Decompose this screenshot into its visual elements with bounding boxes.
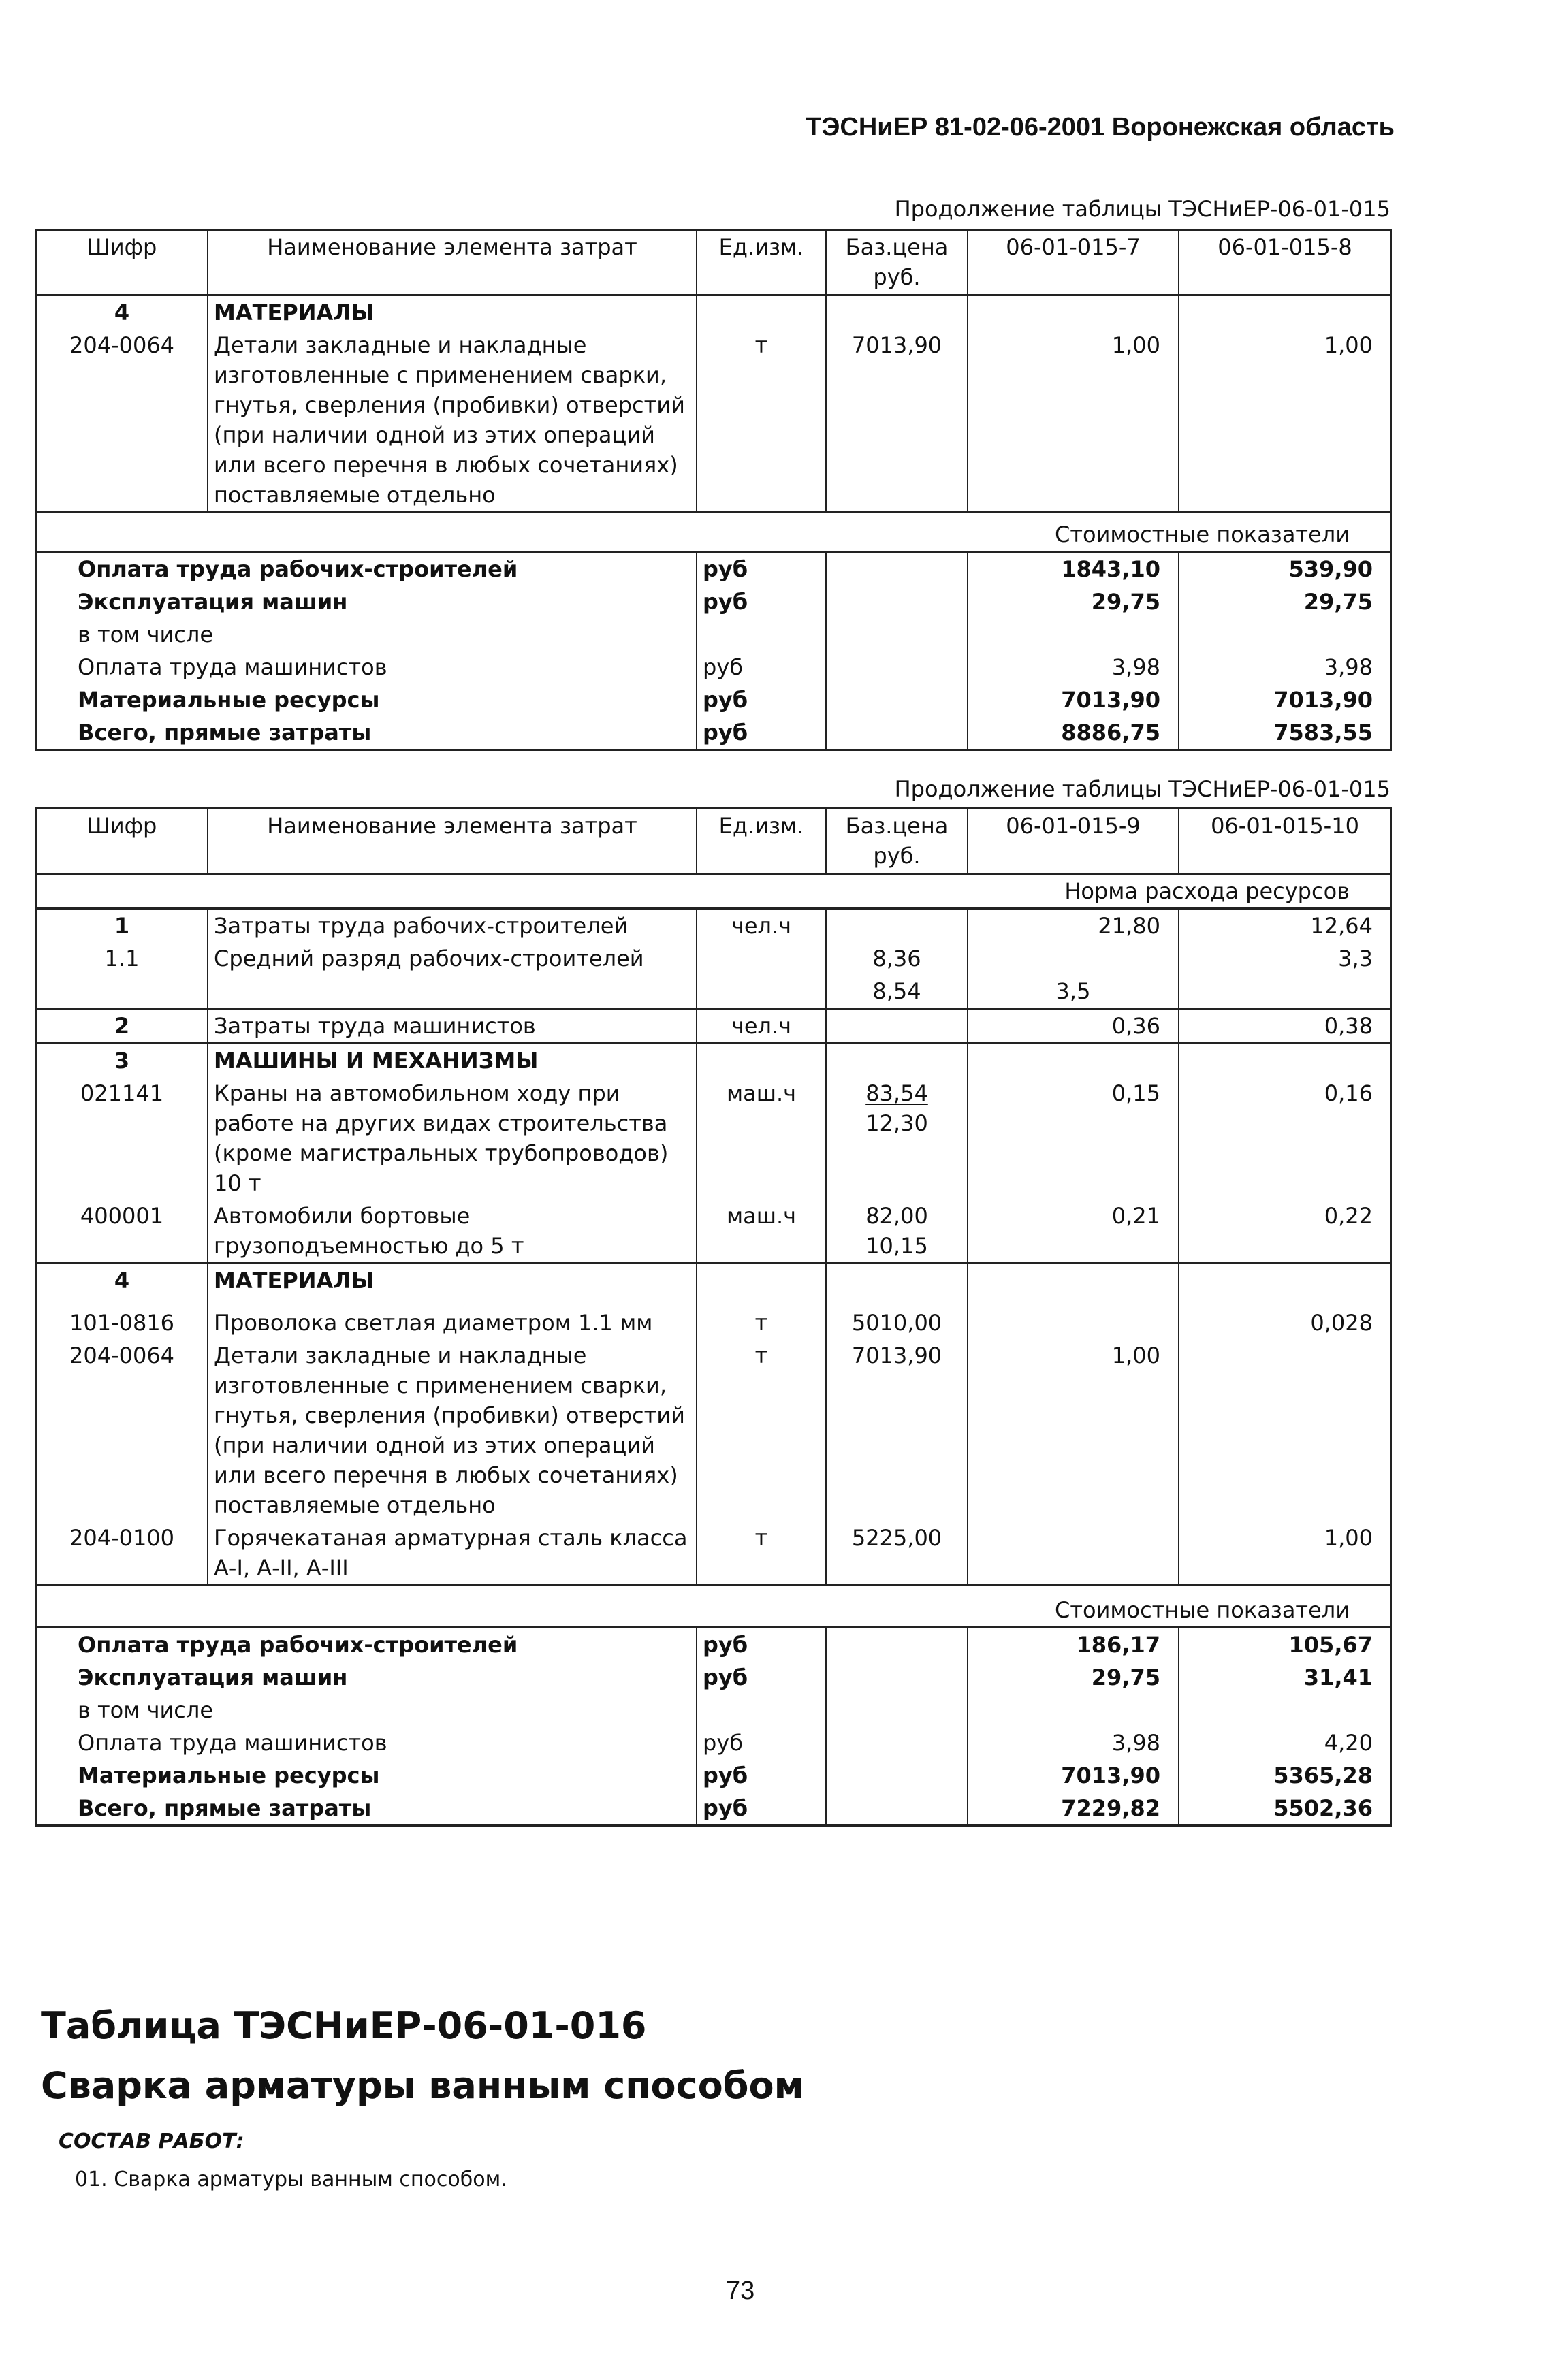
cost-label-row (36, 513, 1391, 552)
cost-name: Эксплуатация машин (36, 585, 697, 618)
resource-table-1 (35, 229, 1392, 751)
row-code: 101-0816 (36, 1297, 208, 1339)
cost-value-a: 29,75 (968, 585, 1179, 618)
cost-row (36, 1726, 1391, 1759)
table-row (36, 1522, 1391, 1586)
cost-name: Оплата труда рабочих-строителей (36, 552, 697, 586)
cost-name: Оплата труда машинистов (36, 651, 697, 684)
cost-row (36, 1628, 1391, 1662)
cost-unit: руб (697, 585, 826, 618)
row-value-b: 0,028 (1179, 1297, 1391, 1339)
table-row (36, 1009, 1391, 1044)
table-row (36, 329, 1391, 513)
row-price: 83,54 (865, 1080, 928, 1106)
table-header (36, 230, 1391, 295)
col-price-header: Баз.цена руб. (826, 809, 968, 874)
row-price: 82,00 (865, 1203, 928, 1229)
cost-value-b: 4,20 (1179, 1726, 1391, 1759)
cost-name: в том числе (36, 618, 697, 651)
cost-name: Эксплуатация машин (36, 1661, 697, 1694)
cost-unit: руб (697, 552, 826, 586)
row-unit: чел.ч (697, 1009, 826, 1044)
row-price: 5010,00 (826, 1297, 968, 1339)
cost-row (36, 585, 1391, 618)
cost-unit: руб (697, 1726, 826, 1759)
cost-unit: руб (697, 1759, 826, 1792)
cost-unit: руб (697, 1792, 826, 1826)
cost-value-a: 8886,75 (968, 716, 1179, 750)
cost-unit: руб (697, 1628, 826, 1662)
cost-name: в том числе (36, 1694, 697, 1726)
cost-value-b: 31,41 (1179, 1661, 1391, 1694)
cost-value-a: 186,17 (968, 1628, 1179, 1662)
cost-value-b: 7583,55 (1179, 716, 1391, 750)
cost-name: Материальные ресурсы (36, 1759, 697, 1792)
row-price: 7013,90 (826, 1339, 968, 1522)
row-value-b: 1,00 (1179, 1522, 1391, 1586)
cost-label: Стоимостные показатели (36, 1586, 1391, 1628)
cost-unit: руб (697, 1661, 826, 1694)
section-num: 3 (36, 1044, 208, 1078)
col-name-header: Наименование элемента затрат (208, 809, 697, 874)
row-code: 021141 (36, 1077, 208, 1200)
running-head: ТЭСНиЕР 81-02-06-2001 Воронежская область (806, 113, 1395, 142)
table-row (36, 1297, 1391, 1339)
section-title: МАТЕРИАЛЫ (208, 295, 697, 329)
cost-row (36, 1694, 1391, 1726)
table-title: Таблица ТЭСНиЕР-06-01-016 (41, 2004, 647, 2047)
cost-row (36, 618, 1391, 651)
row-unit: т (697, 1339, 826, 1522)
row-value-a: 0,36 (968, 1009, 1179, 1044)
cost-value-a: 3,98 (968, 651, 1179, 684)
cost-row (36, 684, 1391, 716)
cost-row (36, 552, 1391, 586)
cost-name: Оплата труда машинистов (36, 1726, 697, 1759)
cost-name: Всего, прямые затраты (36, 716, 697, 750)
row-code: 400001 (36, 1200, 208, 1264)
cost-name: Всего, прямые затраты (36, 1792, 697, 1826)
row-unit: чел.ч (697, 909, 826, 943)
cost-value-b: 5502,36 (1179, 1792, 1391, 1826)
item-value-a: 1,00 (968, 329, 1179, 513)
col-code-header: Шифр (36, 230, 208, 295)
row-code: 204-0100 (36, 1522, 208, 1586)
cost-value-a: 3,98 (968, 1726, 1179, 1759)
cost-row (36, 1661, 1391, 1694)
table-row (36, 909, 1391, 943)
cost-unit: руб (697, 684, 826, 716)
row-unit: маш.ч (697, 1077, 826, 1200)
cost-unit: руб (697, 716, 826, 750)
row-name: Проволока светлая диаметром 1.1 мм (208, 1297, 697, 1339)
table-row (36, 975, 1391, 1009)
row-value-a: 0,15 (968, 1077, 1179, 1200)
row-price-machinist: 10,15 (865, 1233, 928, 1259)
col-name-header: Наименование элемента затрат (208, 230, 697, 295)
norm-label: Норма расхода ресурсов (36, 874, 1391, 909)
col-code-header: Шифр (36, 809, 208, 874)
section-title: МАТЕРИАЛЫ (208, 1264, 697, 1298)
table-row (36, 1077, 1391, 1200)
row-value-a: 1,00 (968, 1339, 1179, 1522)
row-value-b: 3,3 (1179, 942, 1391, 975)
row-value-a: 0,21 (968, 1200, 1179, 1264)
cost-value-b: 7013,90 (1179, 684, 1391, 716)
norm-label-row (36, 874, 1391, 909)
cost-label-row (36, 1586, 1391, 1628)
table-row (36, 1200, 1391, 1264)
item-code: 204-0064 (36, 329, 208, 513)
cost-unit: руб (697, 651, 826, 684)
row-name: Горячекатаная арматурная сталь класса А-I, А-II, А-III (208, 1522, 697, 1586)
row-name: Автомобили бортовые грузоподъемностью до 5 т (208, 1200, 697, 1264)
table-row (36, 942, 1391, 975)
item-unit: т (697, 329, 826, 513)
cost-value-a: 7013,90 (968, 684, 1179, 716)
cost-value-a: 7013,90 (968, 1759, 1179, 1792)
row-num: 1 (36, 909, 208, 943)
row-unit: т (697, 1522, 826, 1586)
cost-value-b: 3,98 (1179, 651, 1391, 684)
cost-value-a: 29,75 (968, 1661, 1179, 1694)
col-unit-header: Ед.изм. (697, 230, 826, 295)
cost-value-a: 7229,82 (968, 1792, 1179, 1826)
cost-value-a: 1843,10 (968, 552, 1179, 586)
continuation-label: Продолжение таблицы ТЭСНиЕР-06-01-015 (894, 196, 1390, 222)
col-price-header: Баз.цена руб. (826, 230, 968, 295)
item-value-b: 1,00 (1179, 329, 1391, 513)
col-a-header: 06-01-015-9 (968, 809, 1179, 874)
row-unit: т (697, 1297, 826, 1339)
table-header (36, 809, 1391, 874)
section-title: МАШИНЫ И МЕХАНИЗМЫ (208, 1044, 697, 1078)
row-value-b: 0,16 (1179, 1077, 1391, 1200)
row-name: Краны на автомобильном ходу при работе на других видах строительства (кроме магистральных трубопроводов) 10 т (208, 1077, 697, 1200)
resource-table-2 (35, 807, 1392, 1827)
cost-row (36, 716, 1391, 750)
row-name: Затраты труда рабочих-строителей (208, 909, 697, 943)
section-row (36, 295, 1391, 329)
cost-value-b: 29,75 (1179, 585, 1391, 618)
col-a-header: 06-01-015-7 (968, 230, 1179, 295)
page-number: 73 (726, 2277, 755, 2305)
cost-row (36, 651, 1391, 684)
cost-row (36, 1759, 1391, 1792)
cost-name: Материальные ресурсы (36, 684, 697, 716)
section-row (36, 1264, 1391, 1298)
row-price-machinist: 12,30 (865, 1110, 928, 1136)
cost-value-b: 105,67 (1179, 1628, 1391, 1662)
row-value-b: 12,64 (1179, 909, 1391, 943)
cost-value-b: 539,90 (1179, 552, 1391, 586)
row-price: 8,54 (826, 975, 968, 1009)
col-b-header: 06-01-015-10 (1179, 809, 1391, 874)
row-name: Средний разряд рабочих-строителей (208, 942, 697, 975)
item-price: 7013,90 (826, 329, 968, 513)
work-item: 01. Сварка арматуры ванным способом. (75, 2168, 507, 2191)
work-composition-label: СОСТАВ РАБОТ: (59, 2129, 244, 2153)
table-row (36, 1339, 1391, 1522)
row-value-a: 3,5 (968, 975, 1179, 1009)
section-row (36, 1044, 1391, 1078)
cost-value-b: 5365,28 (1179, 1759, 1391, 1792)
table-subtitle: Сварка арматуры ванным способом (41, 2064, 804, 2107)
row-value-a: 21,80 (968, 909, 1179, 943)
row-unit: маш.ч (697, 1200, 826, 1264)
continuation-label: Продолжение таблицы ТЭСНиЕР-06-01-015 (894, 776, 1390, 802)
item-name: Детали закладные и накладные изготовленные с применением сварки, гнутья, сверления (пробивки) отверстий (при наличии одной из этих операций или всего перечня в любых сочетаниях) поставляемые отдельно (208, 329, 697, 513)
row-value-b: 0,38 (1179, 1009, 1391, 1044)
section-num: 4 (36, 1264, 208, 1298)
row-num: 2 (36, 1009, 208, 1044)
row-code: 204-0064 (36, 1339, 208, 1522)
cost-name: Оплата труда рабочих-строителей (36, 1628, 697, 1662)
row-name: Затраты труда машинистов (208, 1009, 697, 1044)
cost-label: Стоимостные показатели (36, 513, 1391, 552)
section-num: 4 (36, 295, 208, 329)
row-price: 8,36 (826, 942, 968, 975)
row-value-b: 0,22 (1179, 1200, 1391, 1264)
row-num: 1.1 (36, 942, 208, 975)
cost-row (36, 1792, 1391, 1826)
row-price: 5225,00 (826, 1522, 968, 1586)
row-name: Детали закладные и накладные изготовленные с применением сварки, гнутья, сверления (пробивки) отверстий (при наличии одной из этих операций или всего перечня в любых сочетаниях) поставляемые отдельно (208, 1339, 697, 1522)
col-b-header: 06-01-015-8 (1179, 230, 1391, 295)
col-unit-header: Ед.изм. (697, 809, 826, 874)
